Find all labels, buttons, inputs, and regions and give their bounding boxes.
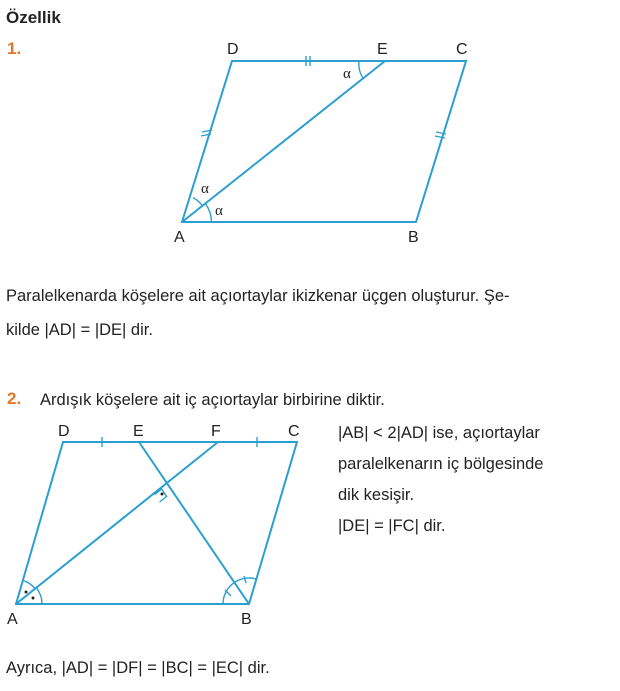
side-note-line-2: paralelkenarın iç bölgesinde bbox=[338, 455, 544, 473]
angle-label-alpha-2: α bbox=[215, 203, 223, 219]
point-label-e-2: E bbox=[133, 423, 144, 440]
point-label-c-2: C bbox=[288, 423, 300, 440]
point-label-d-2: D bbox=[58, 423, 70, 440]
angle-arc-eab bbox=[205, 204, 211, 222]
section-heading: Özellik bbox=[6, 8, 61, 27]
bisector-be bbox=[139, 442, 249, 604]
right-angle-dot bbox=[161, 493, 164, 496]
point-label-e: E bbox=[377, 41, 388, 58]
parallelogram-figure-2 bbox=[0, 410, 330, 640]
property-1-text-line-2: kilde |AD| = |DE| dir. bbox=[6, 321, 153, 339]
property-2-statement: Ardışık köşelere ait iç açıortaylar birbirine diktir. bbox=[40, 391, 385, 409]
angle-label-alpha-3: α bbox=[343, 66, 351, 82]
angle-arc-dae bbox=[193, 198, 203, 206]
angle-label-alpha-1: α bbox=[201, 181, 209, 197]
angle-tick-b-2 bbox=[244, 576, 246, 583]
property-1-text-line-1: Paralelkenarda köşelere ait açıortaylar ikizkenar üçgen oluşturur. Şe- bbox=[6, 287, 510, 305]
point-label-b-2: B bbox=[241, 611, 252, 628]
point-label-d: D bbox=[227, 41, 239, 58]
item-1-number: 1. bbox=[7, 39, 22, 58]
parallelogram-abcd bbox=[182, 61, 466, 222]
side-note-line-1: |AB| < 2|AD| ise, açıortaylar bbox=[338, 424, 540, 442]
point-label-a-2: A bbox=[7, 611, 18, 628]
bisector-af bbox=[16, 442, 218, 604]
angle-arc-a-1 bbox=[23, 580, 35, 588]
angle-dot-a-2 bbox=[32, 597, 35, 600]
point-label-f-2: F bbox=[211, 423, 221, 440]
side-note-line-3: dik kesişir. bbox=[338, 486, 415, 504]
side-note-line-4: |DE| = |FC| dir. bbox=[338, 517, 446, 535]
property-2-footer: Ayrıca, |AD| = |DF| = |BC| = |EC| dir. bbox=[6, 659, 270, 677]
angle-dot-a-1 bbox=[25, 591, 28, 594]
point-label-c: C bbox=[456, 41, 468, 58]
point-label-b: B bbox=[408, 229, 419, 246]
angle-arc-dea bbox=[359, 61, 363, 78]
bisector-ae bbox=[182, 61, 385, 222]
point-label-a: A bbox=[174, 229, 185, 246]
parallelogram-figure-1 bbox=[0, 0, 620, 260]
item-2-number: 2. bbox=[7, 389, 22, 408]
angle-arc-a-2 bbox=[36, 588, 42, 604]
